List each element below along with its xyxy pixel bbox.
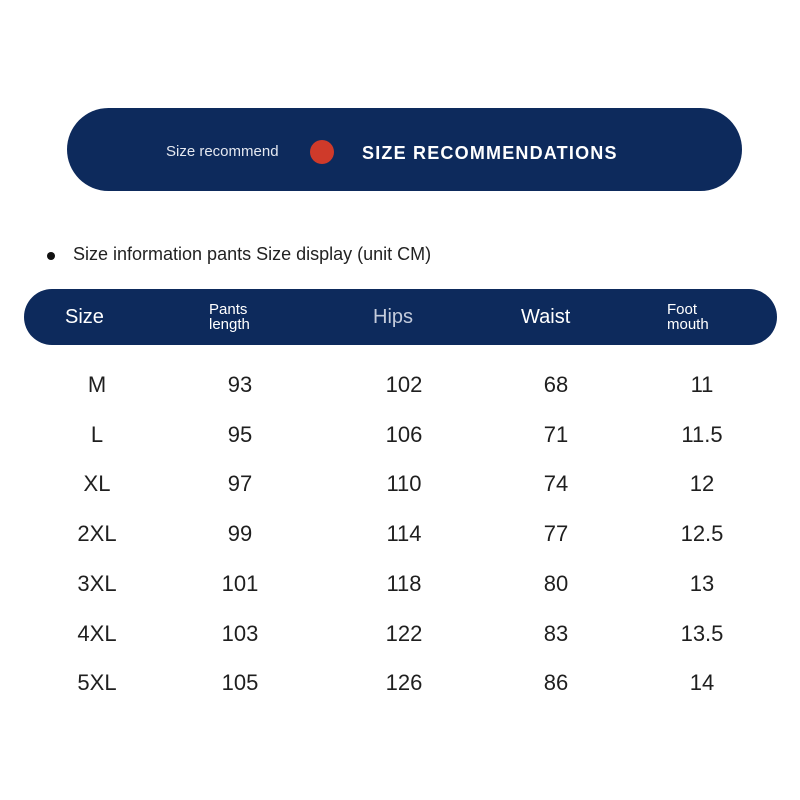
cell-hips: 106 — [385, 422, 423, 447]
cell-hips: 110 — [386, 471, 422, 496]
table-row — [0, 569, 800, 599]
table-row — [0, 420, 800, 450]
cell-waist: 83 — [543, 621, 569, 646]
cell-waist: 80 — [543, 571, 569, 596]
cell-size: 4XL — [77, 621, 117, 646]
cell-hips: 118 — [386, 571, 422, 596]
cell-foot-mouth: 13 — [689, 571, 715, 596]
size-recommendations-banner — [67, 108, 742, 191]
cell-waist: 77 — [543, 521, 569, 546]
cell-size: 2XL — [77, 521, 117, 546]
cell-waist: 68 — [543, 372, 569, 397]
cell-pants-length: 101 — [221, 571, 259, 596]
banner-title: SIZE RECOMMENDATIONS — [362, 143, 618, 163]
cell-waist: 86 — [543, 670, 569, 695]
bullet-icon — [47, 252, 55, 260]
size-info-text: Size information pants Size display (unit CM) — [73, 243, 432, 264]
table-row — [0, 668, 800, 698]
cell-waist: 74 — [543, 471, 569, 496]
header-size: Size — [65, 305, 104, 328]
size-info-line — [47, 242, 431, 266]
header-waist: Waist — [521, 305, 571, 328]
cell-hips: 114 — [386, 521, 422, 546]
cell-pants-length: 95 — [227, 422, 253, 447]
cell-size: XL — [83, 471, 111, 496]
table-row — [0, 519, 800, 549]
cell-pants-length: 103 — [221, 621, 259, 646]
cell-foot-mouth: 11 — [690, 372, 714, 397]
cell-foot-mouth: 12 — [689, 471, 715, 496]
cell-foot-mouth: 13.5 — [680, 621, 724, 646]
cell-size: 5XL — [77, 670, 117, 695]
table-row — [0, 370, 800, 400]
cell-pants-length: 93 — [227, 372, 253, 397]
cell-hips: 126 — [385, 670, 423, 695]
cell-waist: 71 — [543, 422, 569, 447]
cell-foot-mouth: 11.5 — [681, 422, 723, 447]
cell-pants-length: 105 — [221, 670, 259, 695]
cell-hips: 122 — [385, 621, 423, 646]
header-hips: Hips — [373, 305, 414, 328]
cell-size: 3XL — [77, 571, 117, 596]
cell-pants-length: 99 — [227, 521, 253, 546]
cell-foot-mouth: 14 — [689, 670, 715, 695]
size-table-header — [24, 289, 777, 345]
header-pants-length: Pants length — [209, 301, 250, 333]
table-row — [0, 469, 800, 499]
header-foot-mouth: Foot mouth — [667, 301, 709, 333]
cell-pants-length: 97 — [227, 471, 253, 496]
table-row — [0, 619, 800, 649]
cell-hips: 102 — [385, 372, 423, 397]
banner-subtitle: Size recommend — [166, 143, 279, 160]
red-dot-icon — [310, 140, 334, 164]
cell-foot-mouth: 12.5 — [680, 521, 724, 546]
cell-size: L — [90, 422, 104, 447]
cell-size: M — [87, 372, 107, 397]
